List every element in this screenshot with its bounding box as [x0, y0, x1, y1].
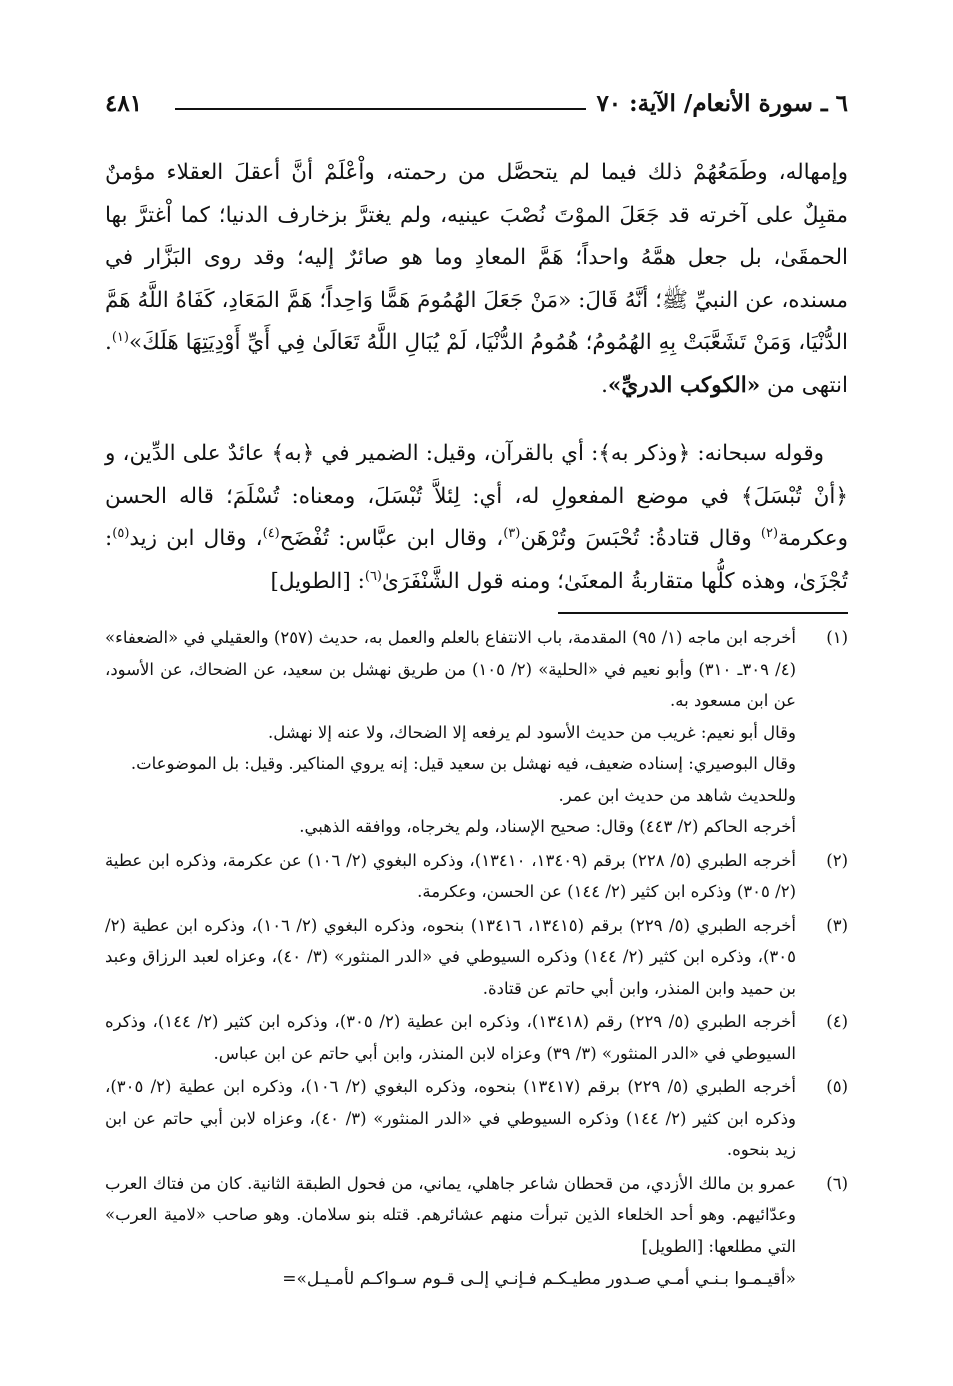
p2-line-3a: الحسن وعكرمة [105, 483, 849, 551]
footnote-number: (٣) [826, 915, 848, 935]
footnote-ref-3[interactable]: (٣) [503, 525, 521, 541]
footnotes [105, 622, 848, 1296]
footnote-text: عمرو بن مالك الأزدي، من قحطان شاعر جاهلي، يماني، من فحول الطبقة الثانية. كان من فتاك العرب وعدّائيهم. وهو أحد الخلعاء الذين تبرأت منهم عشائرهم. قتله بنو سلامان. وهو صاحب «لامية العرب» التي مطلعها: [الطويل] [105, 1173, 796, 1256]
main-paragraph-1 [105, 152, 848, 407]
p2-line-3b: وقال قتادةُ: تُحْبَسَ وتُرْهَن [520, 526, 761, 551]
p1-line-1: وإمهاله، وطَمَعُهُمْ ذلك فيما لم يتحصَّل من رحمته، واْعْلَمْ أنَّ أعقلَ العقلاء مؤمنٌ مقبِلٌ [105, 160, 848, 228]
p2-line-2: الدِّين، و ﴿أنْ تُبْسَلَ﴾ في موضع المفعولِ له، أي: لِئلاَّ تُبْسَلَ، ومعناه: تُسْلَمَ؛ قاله [105, 441, 848, 509]
header-rule [175, 108, 586, 110]
footnote-text: وللحديث شاهد من حديث ابن عمر. [558, 785, 796, 805]
main-paragraph-2 [105, 433, 848, 603]
footnote-text: أخرجه ابن ماجه (١/ ٩٥) المقدمة، باب الانتفاع بالعلم والعمل به، حديث (٢٥٧) والعقيلي في «الضعفاء» (٤/ ٣٠٩ـ ٣١٠) وأبو نعيم في «الحلية» (٢/ ١٠٥) من طريق نهشل بن سعيد، عن الضحاك، عن الأسود، عن ابن مسعود به. [105, 628, 796, 710]
footnote-ref-4[interactable]: (٤) [262, 525, 280, 541]
footnote-number: (١) [826, 628, 848, 647]
p2-line-4a: زيد [129, 526, 158, 551]
footnote-2 [105, 845, 848, 908]
page-number: ٤٨١ [105, 90, 143, 117]
source-title: «الكوكب الدريِّ» [607, 372, 761, 398]
p1-line-5: تَشَعَّبَتْ بِهِ الهُمُومُ؛ هُمُومُ الدُّنْيَا، لَمْ يُبَالِ اللَّهُ تَعَالَىٰ فِي أَيِّ أَوْدِيَتِهَا هَلَكَ» [128, 330, 747, 355]
running-header [105, 88, 848, 124]
footnote-separator [558, 612, 848, 614]
footnote-number: (٤) [826, 1012, 848, 1031]
p1-end: . [601, 372, 608, 398]
footnote-ref-5[interactable]: (٥) [112, 525, 130, 541]
footnote-text: أخرجه الطبري (٥/ ٢٢٩) رقم (١٣٤١٨)، وذكره ابن عطية (٢/ ٣٠٥)، وذكره ابن كثير (٢/ ١٤٤)، وذكره السيوطي في «الدر المنثور» (٣/ ٣٩) وعزاه لابن المنذر، وابن أبي حاتم عن ابن عباس. [105, 1012, 796, 1063]
header-title: ٦ ـ سورة الأنعام/ الآية: ٧٠ [596, 90, 848, 117]
footnote-3 [105, 910, 848, 1005]
footnote-1 [105, 622, 848, 843]
footnote-ref-6[interactable]: (٦) [364, 568, 382, 584]
footnote-ref-2[interactable]: (٢) [760, 525, 779, 541]
footnote-number: (٥) [826, 1077, 848, 1096]
p2-line-4c: : [الطويل] [270, 568, 365, 594]
footnote-6 [105, 1168, 848, 1263]
p1-line-3: بل جعل همَّهُ واحداً؛ هَمَّ المعادِ وما هو صائرٌ إليه؛ وقد روى البَزَّار في مسنده، عن [105, 245, 849, 313]
footnote-ref-1[interactable]: (١) [111, 329, 129, 345]
footnote-5 [105, 1071, 848, 1166]
footnote-text: أخرجه الطبري (٥/ ٢٢٨) برقم (١٣٤٠٩، ١٣٤١٠)، وذكره البغوي (٢/ ١٠٦) عن عكرمة، وذكره ابن عطية (٢/ ٣٠٥) وذكره ابن كثير (٢/ ١٤٤) عن الحسن، وعكرمة. [105, 850, 796, 901]
footnote-number: (٢) [826, 850, 848, 870]
p1-line-5-tail: . انتهى من [105, 330, 848, 398]
poetry-verse: «أقيـمـوا بـنـي أمـي صـدور مطيـكـم فـإنـي إلـى قـوم سـواكـم لأمـيـل»= [282, 1269, 796, 1289]
footnote-text: أخرجه الطبري (٥/ ٢٢٩) برقم (١٣٤١٧) بنحوه، وذكره البغوي (٢/ ١٠٦)، وذكره ابن عطية (٢/ ٣٠٥)، وذكره ابن كثير (٢/ ١٤٤) وذكره السيوطي في «الدر المنثور» (٣/ ٤٠)، وعزاه لابن أبي حاتم عن ابن زيد بنحوه. [105, 1077, 797, 1159]
p2-line-3d: ، وقال ابن [166, 526, 263, 551]
footnote-number: (٦) [826, 1173, 848, 1193]
footnote-4 [105, 1006, 848, 1069]
p2-line-1: وقوله سبحانه: ﴿وذكر به﴾: أي بالقرآن، وقيل: الضمير في ﴿به﴾ عائدٌ على [182, 441, 824, 466]
p2-line-3c: ، وقال ابن عبَّاس: تُفْضَح [279, 526, 504, 551]
footnote-text: أخرجه الطبري (٥/ ٢٢٩) برقم (١٣٤١٥، ١٣٤١٦) بنحوه، وذكره البغوي (٢/ ١٠٦)، وذكره ابن عطية (٢/ ٣٠٥)، وذكره ابن كثير (٢/ ١٤٤) وذكره السيوطي في «الدر المنثور» (٣/ ٤٠)، وعزاه لعبد الرزاق وعبد بن حميد وابن المنذر، وابن أبي حاتم عن قتادة. [105, 915, 796, 998]
p2-line-4b: : تُجْزَىٰ، وهذه كلُّها متقاربةُ المعنَىٰ؛ ومنه قول الشَّنْفَرَىٰ [105, 526, 848, 594]
footnote-text: وقال أبو نعيم: غريب من حديث الأسود لم يرفعه إلا الضحاك، ولا عنه إلا نهشل. [268, 722, 796, 742]
p1-line-2: على آخرته قد جَعَلَ الموْتَ نُصْبَ عينيه، ولم يغترَّ بزخارف الدنيا؛ كما اْغترَّ بها الحمقَىٰ، [105, 202, 848, 270]
footnote-text: وقال البوصيري: إسناده ضعيف، فيه نهشل بن سعيد قيل: إنه يروي المناكير. وقيل: بل الموضوعات. [130, 754, 796, 773]
footnote-text: أخرجه الحاكم (٢/ ٤٤٣) وقال: صحيح الإسناد، ولم يخرجاه، ووافقه الذهبي. [299, 817, 796, 836]
p1-line-4: النبيِّ ﷺ؛ أنَّهُ قَالَ: «مَنْ جَعَلَ الهُمُومَ هَمًّا وَاحِداً؛ هَمَّ المَعَادِ، كَفَاهُ اللَّهُ هَمَّ الدُّنْيَا، وَمَنْ [105, 287, 848, 355]
